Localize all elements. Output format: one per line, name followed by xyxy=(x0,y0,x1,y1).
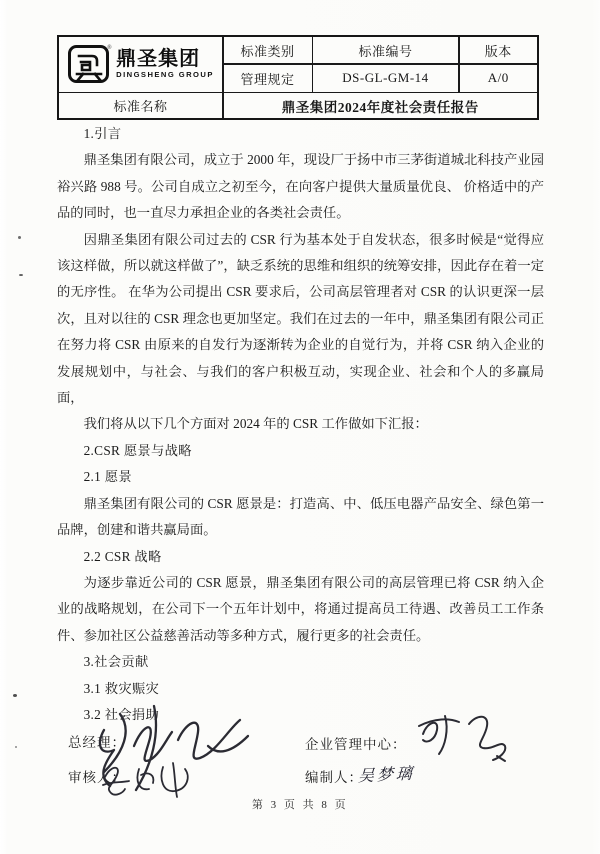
scan-speck xyxy=(19,274,23,276)
section-heading-2-2: 2.2 CSR 战略 xyxy=(83,548,162,564)
standard-name-label: 标准名称 xyxy=(59,93,222,118)
scan-speck xyxy=(13,694,17,697)
compiler-handwritten-name: 吴梦璃 xyxy=(357,765,416,786)
paragraph-intro-2: 因鼎圣集团有限公司过去的 CSR 行为基本处于自发状态，很多时候是“觉得应该这样做，所以就这样做了”，缺乏系统的思维和组织的统筹安排，因此存在着一定的无序性。 在华为公司提出 CSR 要求后，公司高层管理者对 CSR 的认识更深一层次，且对以往的 CSR 理念也更加坚定。我们在过去的一年中，鼎圣集团有限公司正在努力将 CSR 由原来的自发行为逐渐转为企业的自觉行为，并将 CSR 纳入企业的发展规划中，与社会、与我们的客户积极互动，实现企业、社会和个人的多赢局面， xyxy=(57,231,544,406)
management-center-label: 企业管理中心： xyxy=(305,737,407,752)
compiler-label: 编制人： xyxy=(305,770,363,785)
standard-number-value: DS-GL-GM-14 xyxy=(313,65,458,92)
header-version-label: 版本 xyxy=(460,37,538,63)
logo-cell xyxy=(59,37,222,92)
paragraph-intro-1: 鼎圣集团有限公司，成立于 2000 年，现设厂于扬中市三茅街道城北科技产业园裕兴路 988 号。公司自成立之初至今，在向客户提供大量质量优良、 价格适中的产品的同时，也一直尽力承担企业的各类社会责任。 xyxy=(57,152,544,221)
standard-category-value: 管理规定 xyxy=(224,65,312,92)
paragraph-report-scope: 我们将从以下几个方面对 2024 年的 CSR 工作做如下汇报： xyxy=(83,416,428,432)
paragraph-strategy: 为逐步靠近公司的 CSR 愿景，鼎圣集团有限公司的高层管理已将 CSR 纳入企业的战略规划，在公司下一个五年计划中，将通过提高员工待遇、改善员工工作条件、参加社区公益慈善活动等多种方式，履行更多的社会责任。 xyxy=(57,574,544,643)
header-standard-number-label: 标准编号 xyxy=(313,37,458,63)
document-title: 鼎圣集团2024年度社会责任报告 xyxy=(224,93,538,118)
document-body xyxy=(57,121,544,725)
version-value: A/0 xyxy=(460,65,538,92)
section-heading-2-1: 2.1 愿景 xyxy=(83,469,132,485)
paragraph-vision: 鼎圣集团有限公司的 CSR 愿景是：打造高、中、低压电器产品安全、绿色第一品牌，创建和谐共赢局面。 xyxy=(57,495,544,538)
scan-speck xyxy=(18,236,21,239)
registered-trademark-mark: ® xyxy=(107,44,113,51)
section-heading-3: 3.社会贡献 xyxy=(83,654,149,670)
header-standard-category-label: 标准类别 xyxy=(224,37,312,63)
company-name-en: DINGSHENG GROUP xyxy=(116,70,214,80)
section-heading-3-2: 3.2 社会捐助 xyxy=(83,706,160,722)
company-logo xyxy=(67,44,214,85)
company-name-cn: 鼎圣集团 xyxy=(116,48,201,71)
reviewer-label: 审核人： xyxy=(68,770,126,785)
section-heading-3-1: 3.1 救灾赈灾 xyxy=(83,680,160,696)
scan-speck xyxy=(15,746,17,748)
management-center-signature xyxy=(415,706,510,764)
general-manager-label: 总经理： xyxy=(68,735,126,750)
section-heading-1: 1.引言 xyxy=(83,126,122,141)
logo-text xyxy=(116,49,214,79)
section-heading-2: 2.CSR 愿景与战略 xyxy=(83,442,192,458)
header-table xyxy=(57,35,539,120)
dingsheng-seal-icon xyxy=(67,44,111,85)
page-number-footer: 第 3 页 共 8 页 xyxy=(251,799,349,811)
